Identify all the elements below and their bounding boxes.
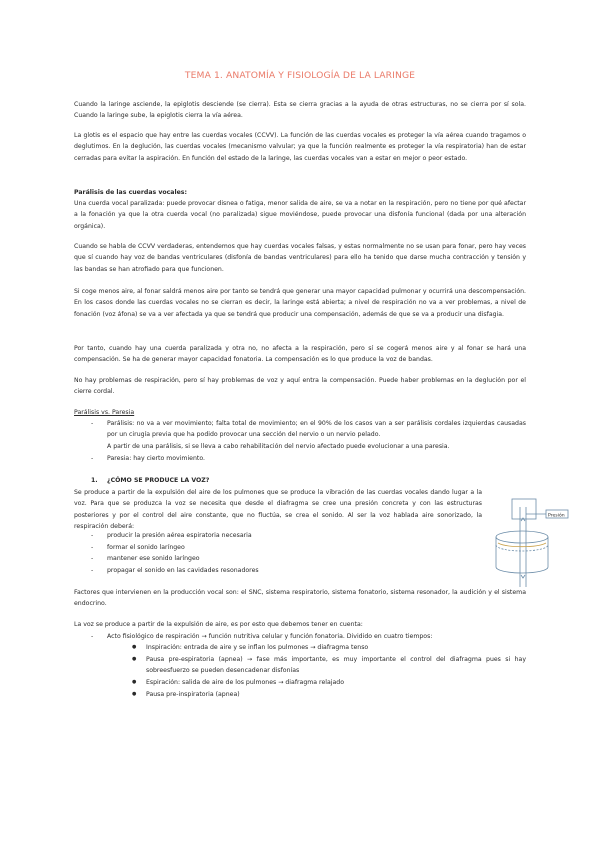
- list-item-rehabilitacion: A partir de una parálisis, si se lleva a cabo rehabilitación del nervio afectado puede evolucionar a una paresia.: [107, 443, 450, 450]
- list-bullet-dash: -: [91, 532, 94, 539]
- list-item-formar: formar el sonido laríngeo: [107, 544, 185, 551]
- paragraph-glotis: La glotis es el espacio que hay entre las cuerdas vocales (CCVV). La función de las cuerdas vocales es proteger la vía aérea cuando tragamos o deglutimos. En la deglución, las cuerdas vocales (mecanismo valvular; ya que la función realmente es proteger la vía respiratoria) han de estar cerradas para evitar la aspiración. En función del estado de la laringe, las cuerdas vocales van a estar en mejor o peor estado.: [74, 132, 526, 162]
- heading-paralisis-vs-paresia: Parálisis vs. Paresia: [74, 409, 135, 416]
- paragraph-descompensacion: Si coge menos aire, al fonar saldrá menos aire por tanto se tendrá que generar una mayor capacidad pulmonar y ocurrirá una descompensación. En los casos donde las cuerdas vocales no se cierran es decir, la laringe está abierta; a nivel de respiración no va a ver problemas, a nivel de fonación (voz áfona) se va a ver afectada ya que se tendrá que producir una compensación, además de que se va a producir una disfagia.: [74, 288, 526, 318]
- document-title: TEMA 1. ANATOMÍA Y FISIOLOGÍA DE LA LARINGE: [184, 70, 416, 81]
- diagram-cylinder-top: [496, 531, 548, 543]
- list-item-espiracion: Espiración: salida de aire de los pulmones → diafragma relajado: [146, 679, 344, 686]
- list-item-pausa-pre-espiratoria: Pausa pre-espiratoria (apnea) → fase más importante, es muy importante el control del diafragma pues si hay sobreesfuerzo se pueden desencadenar disfonías: [146, 656, 526, 675]
- diagram-arrow-down: [521, 575, 525, 578]
- paragraph-cuerda-paralizada: Una cuerda vocal paralizada: puede provocar disnea o fatiga, menor salida de aire, se va a notar en la respiración, pero no tiene por qué afectar a la fonación ya que la otra cuerda vocal (no paralizada) sigue moviéndose, puede provocar una disfonía funcional (dada por una alteración orgánica).: [74, 200, 526, 230]
- list-bullet-dot: ●: [132, 656, 137, 662]
- heading-paralisis: Parálisis de las cuerdas vocales:: [74, 189, 187, 196]
- paragraph-epiglotis: Cuando la laringe asciende, la epiglotis desciende (se cierra). Esta se cierra gracias a la ayuda de otras estructuras, no se cierra por sí sola. Cuando la laringe sube, la epiglotis cierra la vía aérea.: [74, 101, 526, 120]
- list-item-presion: producir la presión aérea espiratoria necesaria: [107, 532, 252, 539]
- paragraph-produccion-voz: Se produce a partir de la expulsión del aire de los pulmones que se produce la vibración de las cuerdas vocales dando lugar a la voz. Para que se produzca la voz se necesita que desde el diafragma se cree una presión concreta y con las estructuras posteriores y por el control del aire constante, que no fluctúa, se crea el sonido. Al ser la voz hablada aire sonorizado, la respiración deberá:: [74, 489, 482, 531]
- list-bullet-dot: ●: [132, 644, 137, 650]
- presion-diagram: [490, 497, 570, 593]
- list-item-paresia: Paresia: hay cierto movimiento.: [107, 455, 205, 462]
- list-bullet-dot: ●: [132, 679, 137, 685]
- list-item-propagar: propagar el sonido en las cavidades resonadores: [107, 567, 259, 574]
- list-item-pausa-pre-inspiratoria: Pausa pre-inspiratoria (apnea): [146, 691, 240, 698]
- paragraph-expulsion-aire: La voz se produce a partir de la expulsión de aire, es por esto que debemos tener en cuenta:: [74, 621, 363, 628]
- paragraph-compensacion: Por tanto, cuando hay una cuerda paralizada y otra no, no afecta a la respiración, pero sí se cogerá menos aire y al fonar se hará una compensación. Se ha de generar mayor capacidad fonatoria. La compensación es lo que produce la voz de bandas.: [74, 345, 526, 364]
- list-item-paralisis: Parálisis: no va a ver movimiento; falta total de movimiento; en el 90% de los casos van a ser parálisis cordales izquierdas causadas por un cirugía previa que ha podido provocar una sección del nervio o un nervio pelado.: [107, 420, 526, 439]
- diagram-top-box: [512, 499, 536, 519]
- diagram-cylinder-level: [496, 545, 548, 551]
- paragraph-ccvv-verdaderas: Cuando se habla de CCVV verdaderas, entendemos que hay cuerdas vocales falsas, y estas normalmente no se usan para fonar, pero hay veces que sí cuando hay voz de bandas ventriculares (disfonía de bandas ventriculares) para ello ha tenido que darse mucha contracción y tensión y las bandas se han atrofiado para que funcionen.: [74, 243, 526, 273]
- list-bullet-dash: -: [91, 420, 94, 427]
- diagram-cylinder-bottom: [496, 567, 548, 573]
- list-bullet-dot: ●: [132, 691, 137, 697]
- list-bullet-dash: -: [91, 633, 94, 640]
- diagram-arrow-up: [521, 518, 525, 521]
- list-item-mantener: mantener ese sonido laríngeo: [107, 555, 200, 562]
- diagram-label: Presión: [548, 513, 565, 519]
- list-item-inspiracion: Inspiración: entrada de aire y se inflan los pulmones → diafragma tenso: [146, 644, 369, 651]
- list-bullet-dash: -: [91, 544, 94, 551]
- list-bullet-dash: -: [91, 455, 94, 462]
- list-item-acto-fisiologico: Acto fisiológico de respiración → función nutritiva celular y función fonatoria. Dividido en cuatro tiempos:: [107, 633, 433, 640]
- paragraph-problemas-voz: No hay problemas de respiración, pero sí hay problemas de voz y aquí entra la compensación. Puede haber problemas en la deglución por el cierre cordal.: [74, 377, 526, 396]
- section-number: 1.: [91, 477, 98, 484]
- section-title: ¿CÓMO SE PRODUCE LA VOZ?: [107, 477, 210, 484]
- diagram-cylinder-band: [498, 543, 546, 547]
- paragraph-factores: Factores que intervienen en la producción vocal son: el SNC, sistema respiratorio, sistema fonatorio, sistema resonador, la audición y el sistema endocrino.: [74, 589, 526, 608]
- presion-diagram-svg: [490, 497, 570, 589]
- list-bullet-dash: -: [91, 555, 94, 562]
- list-bullet-dash: -: [91, 567, 94, 574]
